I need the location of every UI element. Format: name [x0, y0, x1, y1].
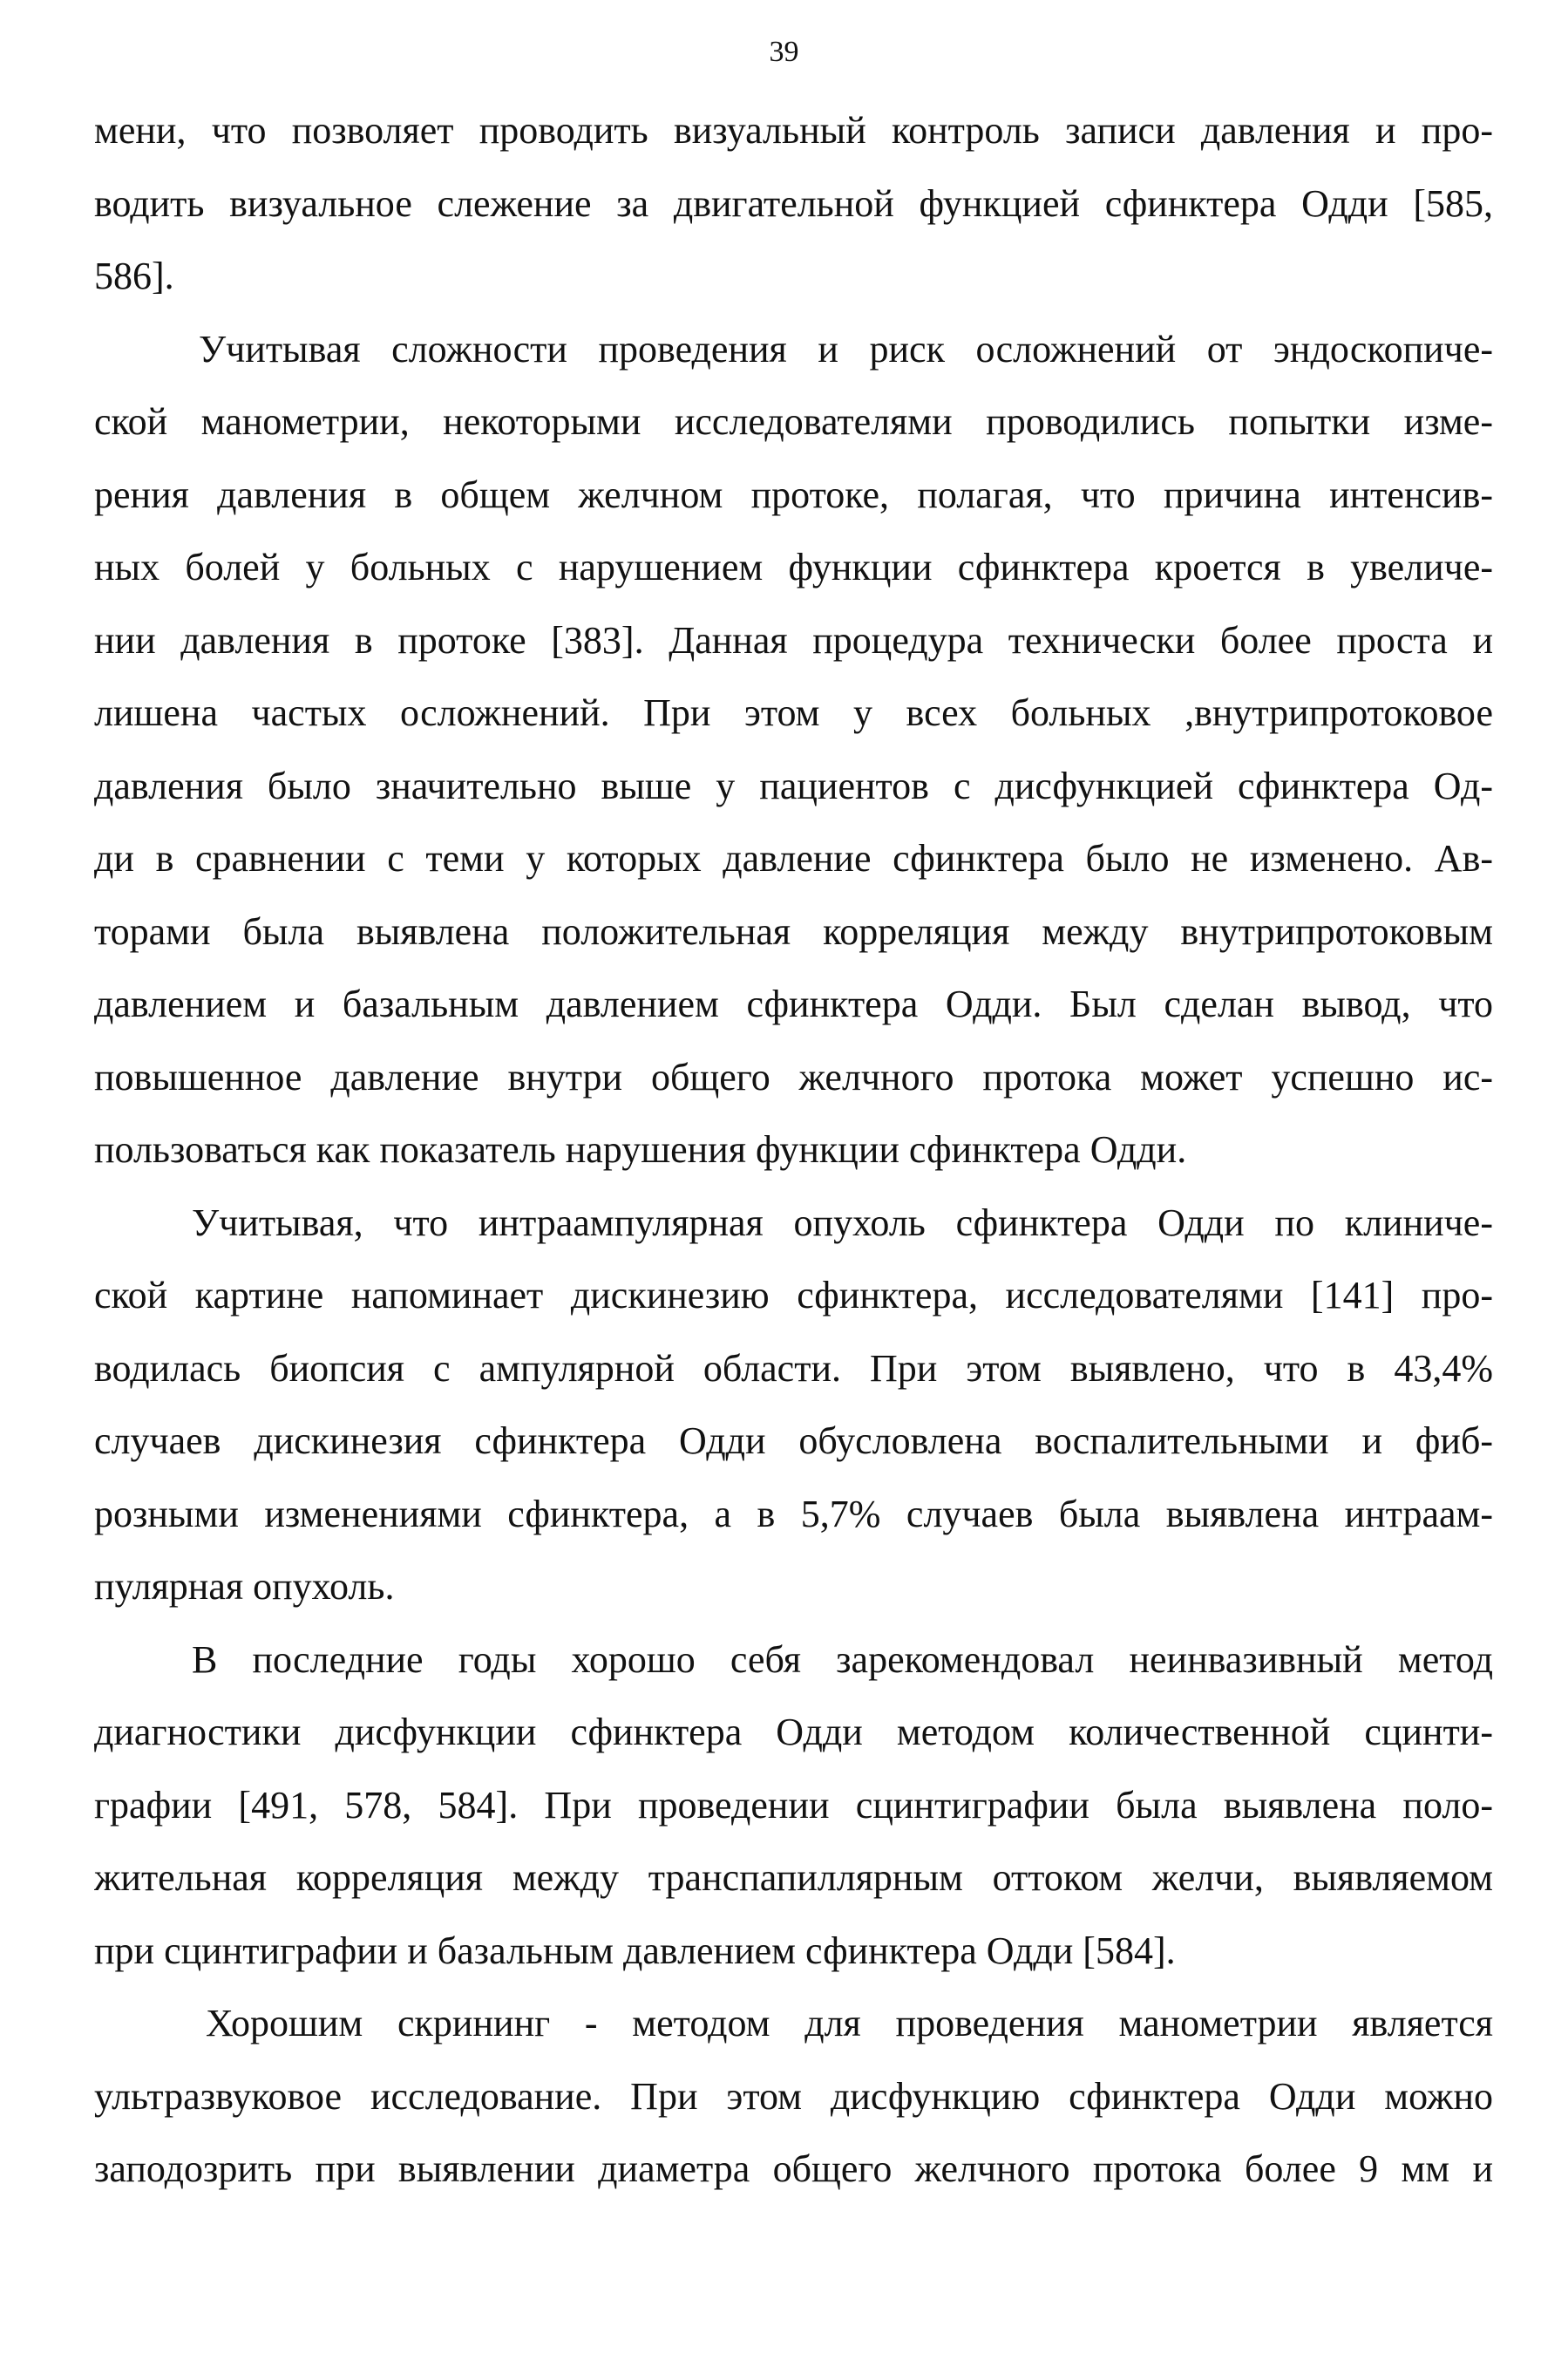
- text-line: 586].: [94, 255, 174, 297]
- text-line: торами была выявлена положительная корреляция между внутрипротоковым: [94, 909, 1493, 953]
- text-line: Хорошим скрининг - методом для проведения манометрии является: [206, 2002, 1493, 2044]
- text-line: при сцинтиграфии и базальным давлением сфинктера Одди [584].: [94, 1929, 1176, 1972]
- text-line: Учитывая, что интраампулярная опухоль сфинктера Одди по клиниче-: [192, 1201, 1493, 1244]
- paragraph-4: [94, 1623, 1493, 1988]
- paragraph-1: [94, 94, 1493, 313]
- text-line: заподозрить при выявлении диаметра общего желчного протока более 9 мм и: [94, 2147, 1493, 2190]
- paragraph-3: [94, 1187, 1493, 1623]
- text-line: случаев дискинезия сфинктера Одди обусловлена воспалительными и фиб-: [94, 1419, 1493, 1462]
- text-line: жительная корреляция между транспапиллярным оттоком желчи, выявляемом: [94, 1856, 1493, 1899]
- text-line: ской картине напоминает дискинезию сфинктера, исследователями [141] про-: [94, 1274, 1493, 1316]
- text-line: Учитывая сложности проведения и риск осложнений от эндоскопиче-: [199, 327, 1493, 371]
- text-line: ской манометрии, некоторыми исследователями проводились попытки изме-: [94, 400, 1493, 443]
- text-line: пулярная опухоль.: [94, 1565, 395, 1608]
- text-line: розными изменениями сфинктера, а в 5,7% случаев была выявлена интраам-: [94, 1492, 1493, 1535]
- text-line: ультразвуковое исследование. При этом дисфункцию сфинктера Одди можно: [94, 2074, 1493, 2118]
- text-line: пользоваться как показатель нарушения функции сфинктера Одди.: [94, 1128, 1187, 1171]
- text-line: давлением и базальным давлением сфинктера Одди. Был сделан вывод, что: [94, 983, 1493, 1025]
- text-line: диагностики дисфункции сфинктера Одди методом количественной сцинти-: [94, 1711, 1493, 1753]
- text-line: рения давления в общем желчном протоке, полагая, что причина интенсив-: [94, 473, 1493, 516]
- page-number: 39: [769, 36, 799, 68]
- text-line: В последние годы хорошо себя зарекомендовал неинвазивный метод: [192, 1637, 1493, 1681]
- text-line: водилась биопсия с ампулярной области. При этом выявлено, что в 43,4%: [94, 1346, 1493, 1390]
- paragraph-2: [94, 313, 1493, 1187]
- text-line: водить визуальное слежение за двигательной функцией сфинктера Одди [585,: [94, 181, 1493, 225]
- text-line: ных болей у больных с нарушением функции сфинктера кроется в увеличе-: [94, 546, 1493, 588]
- text-line: нии давления в протоке [383]. Данная процедура технически более проста и: [94, 618, 1493, 662]
- text-line: лишена частых осложнений. При этом у всех больных ,внутрипротоковое: [94, 691, 1493, 734]
- text-line: повышенное давление внутри общего желчного протока может успешно ис-: [94, 1055, 1493, 1099]
- body-text: [94, 94, 1493, 2206]
- text-line: ди в сравнении с теми у которых давление сфинктера было не изменено. Ав-: [94, 837, 1493, 880]
- text-line: мени, что позволяет проводить визуальный контроль записи давления и про-: [94, 109, 1493, 152]
- text-line: давления было значительно выше у пациентов с дисфункцией сфинктера Од-: [94, 764, 1493, 807]
- paragraph-5: [94, 1987, 1493, 2206]
- text-line: графии [491, 578, 584]. При проведении сцинтиграфии была выявлена поло-: [94, 1783, 1493, 1827]
